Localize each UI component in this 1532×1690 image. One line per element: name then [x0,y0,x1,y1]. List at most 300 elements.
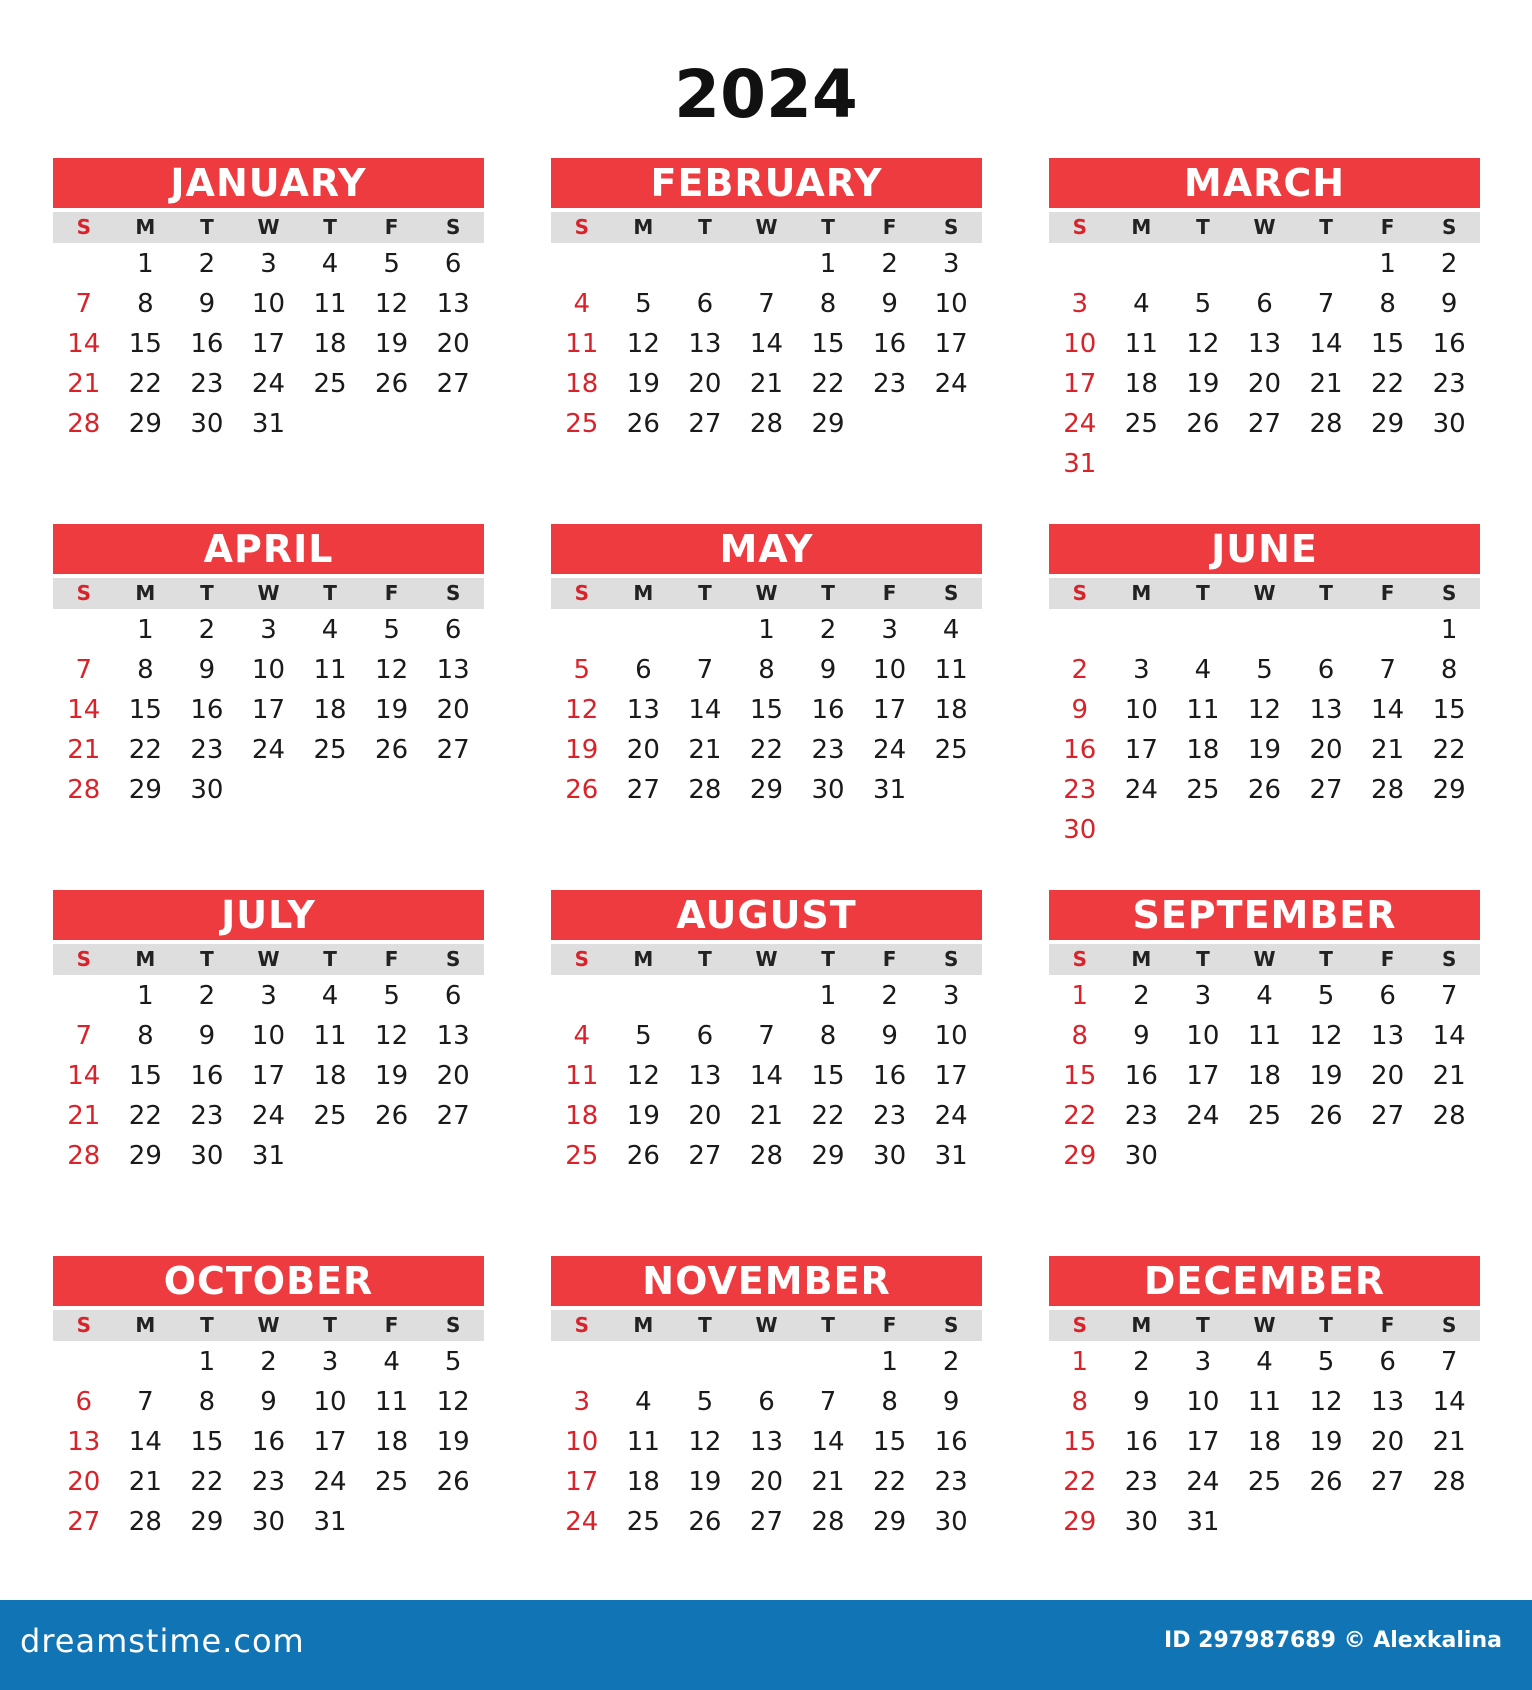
day-cell: 16 [1124,1427,1158,1457]
week-row [551,770,982,810]
sunday-cell: 24 [1063,409,1097,439]
day-cell: 23 [934,1467,968,1497]
day-cell: 24 [1186,1101,1220,1131]
day-cell: 1 [1440,615,1458,645]
day-cell: 25 [313,369,347,399]
day-cell [1418,1136,1480,1176]
day-cell: 15 [1432,695,1466,725]
day-cell: 20 [749,1467,784,1497]
week-row [551,364,982,404]
day-cell: 11 [1124,329,1158,359]
day-cell: 6 [696,1021,714,1051]
week-row [551,284,982,324]
day-cell: 15 [190,1427,224,1457]
weekday-label: F [1380,581,1395,605]
day-cell [1295,1136,1357,1176]
week-row [53,364,484,404]
weekday-header-row [53,212,484,243]
day-cell: 8 [1440,655,1458,685]
sunday-cell: 28 [67,775,101,805]
day-cell: 9 [198,1021,216,1051]
day-cell: 7 [696,655,714,685]
day-cell: 21 [128,1467,162,1497]
day-cell: 10 [251,289,286,319]
weekday-header-row [53,944,484,975]
day-cell [1172,244,1234,284]
day-cell [1234,1136,1296,1176]
day-cell: 16 [811,695,845,725]
day-cell: 12 [375,655,409,685]
day-cell: 24 [873,735,907,765]
weekday-label: M [135,581,156,605]
day-cell: 17 [251,1061,286,1091]
month-name: APRIL [53,524,484,574]
day-cell: 26 [1309,1101,1343,1131]
day-cell: 18 [375,1427,409,1457]
weekday-label: T [1196,1313,1210,1337]
weekday-label: W [1253,1313,1276,1337]
day-cell: 25 [934,735,968,765]
weekday-label: F [384,581,399,605]
weekday-label: F [384,1313,399,1337]
day-cell: 26 [688,1507,722,1537]
day-cell: 17 [873,695,907,725]
day-cell: 16 [1124,1061,1158,1091]
day-cell [1172,610,1234,650]
week-row [1049,1502,1480,1542]
weekday-label: W [257,581,280,605]
day-cell: 10 [251,1021,286,1051]
day-cell: 21 [1432,1427,1466,1457]
day-cell: 17 [313,1427,347,1457]
day-cell: 14 [1432,1021,1466,1051]
weeks [551,609,982,810]
week-row [53,690,484,730]
day-cell: 30 [190,409,224,439]
weekday-label: T [323,215,337,239]
sunday-cell: 15 [1063,1061,1097,1091]
day-cell: 2 [881,981,898,1011]
day-cell: 22 [1432,735,1466,765]
week-row [551,1502,982,1542]
day-cell: 18 [1186,735,1220,765]
day-cell: 25 [1247,1101,1282,1131]
day-cell: 4 [1194,655,1212,685]
weekday-header-row [1049,944,1480,975]
weeks [53,243,484,444]
month-march [1049,158,1480,484]
weekday-label: T [821,215,835,239]
day-cell: 15 [811,1061,845,1091]
sunday-cell: 23 [1063,775,1097,805]
day-cell [920,404,982,444]
week-row [1049,364,1480,404]
day-cell: 11 [313,289,347,319]
day-cell: 29 [128,775,162,805]
day-cell: 10 [934,289,968,319]
weekday-label: T [1196,215,1210,239]
day-cell: 8 [819,1021,837,1051]
day-cell: 13 [688,329,722,359]
weekday-label: M [1131,1313,1152,1337]
day-cell: 30 [1432,409,1466,439]
day-cell: 6 [444,249,462,279]
week-row [551,730,982,770]
day-cell: 8 [1379,289,1396,319]
day-cell: 9 [881,289,898,319]
day-cell: 22 [128,1101,162,1131]
day-cell: 3 [881,615,898,645]
day-cell: 28 [1432,1467,1466,1497]
day-cell: 7 [1317,289,1335,319]
day-cell: 29 [128,409,162,439]
day-cell: 5 [1256,655,1273,685]
week-row [551,1136,982,1176]
day-cell: 26 [626,409,660,439]
day-cell: 16 [190,695,224,725]
month-february [551,158,982,444]
week-row [53,404,484,444]
sunday-cell: 14 [67,1061,101,1091]
day-cell [613,244,675,284]
day-cell: 20 [436,329,470,359]
day-cell: 21 [811,1467,845,1497]
day-cell: 23 [1124,1467,1158,1497]
weekday-header-row [1049,1310,1480,1341]
weekday-label: F [1380,1313,1395,1337]
week-row [1049,444,1480,484]
sunday-cell: 7 [75,655,93,685]
day-cell: 25 [1186,775,1220,805]
day-cell: 5 [1317,1347,1335,1377]
day-cell: 2 [198,981,216,1011]
day-cell: 29 [190,1507,224,1537]
calendar-title: 2024 [674,56,858,133]
day-cell: 9 [942,1387,960,1417]
day-cell: 9 [819,655,837,685]
day-cell: 31 [251,1141,286,1171]
day-cell: 6 [444,981,462,1011]
weekday-label: S [76,581,91,605]
day-cell: 30 [190,1141,224,1171]
day-cell: 13 [436,1021,470,1051]
month-name: NOVEMBER [551,1256,982,1306]
day-cell: 30 [1124,1507,1158,1537]
day-cell [1172,444,1234,484]
day-cell: 12 [1186,329,1220,359]
day-cell [1357,610,1419,650]
weekday-label: S [1441,1313,1457,1337]
day-cell: 25 [313,735,347,765]
weekday-header-row [53,578,484,609]
week-row [551,1056,982,1096]
day-cell [613,1342,675,1382]
day-cell: 26 [375,369,409,399]
day-cell [1295,810,1357,850]
sunday-cell: 15 [1063,1427,1097,1457]
sunday-cell: 17 [565,1467,599,1497]
day-cell [674,1342,736,1382]
day-cell: 28 [128,1507,162,1537]
week-row [551,976,982,1016]
weekday-label: M [135,947,156,971]
day-cell: 17 [251,329,286,359]
day-cell: 23 [1432,369,1466,399]
weekday-header-row [551,212,982,243]
day-cell: 27 [749,1507,784,1537]
day-cell: 6 [1256,289,1273,319]
sunday-cell: 24 [565,1507,599,1537]
day-cell: 29 [1371,409,1405,439]
week-row [1049,1136,1480,1176]
sunday-cell: 27 [67,1507,101,1537]
day-cell: 4 [942,615,960,645]
day-cell: 20 [1309,735,1343,765]
day-cell: 10 [873,655,907,685]
day-cell [859,404,921,444]
day-cell [422,1136,484,1176]
weekday-label: S [1072,947,1087,971]
day-cell: 23 [811,735,845,765]
day-cell: 18 [626,1467,660,1497]
month-name: SEPTEMBER [1049,890,1480,940]
day-cell: 4 [1133,289,1150,319]
day-cell: 14 [688,695,722,725]
sunday-cell: 2 [1071,655,1089,685]
day-cell: 24 [934,369,968,399]
day-cell: 28 [749,1141,784,1171]
week-row [53,976,484,1016]
sunday-cell: 12 [565,695,599,725]
week-row [1049,976,1480,1016]
month-april [53,524,484,810]
day-cell: 26 [375,1101,409,1131]
day-cell: 5 [635,289,652,319]
weeks [551,975,982,1176]
day-cell [1234,1502,1296,1542]
day-cell: 19 [375,695,409,725]
day-cell [238,770,300,810]
weekday-label: F [384,215,399,239]
day-cell: 11 [313,1021,347,1051]
week-row [1049,244,1480,284]
day-cell: 9 [1133,1387,1150,1417]
weekday-label: W [755,581,778,605]
day-cell: 23 [1124,1101,1158,1131]
sunday-cell [1049,244,1111,284]
day-cell: 17 [1186,1427,1220,1457]
day-cell: 12 [375,1021,409,1051]
day-cell [1357,444,1419,484]
day-cell: 20 [436,1061,470,1091]
sunday-cell: 10 [565,1427,599,1457]
day-cell: 15 [873,1427,907,1457]
day-cell: 8 [198,1387,216,1417]
week-row [1049,730,1480,770]
day-cell: 16 [1432,329,1466,359]
weekday-label: M [633,215,654,239]
weeks [53,975,484,1176]
day-cell: 1 [881,1347,898,1377]
weekday-label: S [1072,215,1087,239]
day-cell: 14 [1432,1387,1466,1417]
weekday-label: M [1131,581,1152,605]
day-cell: 13 [1309,695,1343,725]
sunday-cell: 4 [573,1021,591,1051]
week-row [1049,1056,1480,1096]
day-cell [299,404,361,444]
day-cell: 19 [375,329,409,359]
week-row [551,1462,982,1502]
day-cell: 12 [375,289,409,319]
day-cell: 2 [1133,1347,1150,1377]
sunday-cell: 3 [1071,289,1089,319]
day-cell: 19 [626,1101,660,1131]
weekday-label: M [633,947,654,971]
day-cell: 25 [626,1507,660,1537]
day-cell: 8 [137,655,154,685]
day-cell: 20 [1371,1427,1405,1457]
day-cell [1418,444,1480,484]
weekday-label: S [445,1313,461,1337]
week-row [1049,1096,1480,1136]
weekday-label: S [76,947,91,971]
day-cell [422,404,484,444]
week-row [1049,1382,1480,1422]
week-row [551,244,982,284]
weekday-label: T [200,581,214,605]
week-row [53,284,484,324]
day-cell: 30 [1124,1141,1158,1171]
weekday-label: S [445,215,461,239]
day-cell: 27 [1247,409,1282,439]
sunday-cell: 8 [1071,1021,1089,1051]
day-cell [1357,1136,1419,1176]
weekday-label: S [574,215,589,239]
day-cell: 21 [1432,1061,1466,1091]
day-cell [674,244,736,284]
day-cell: 9 [881,1021,898,1051]
week-row [551,650,982,690]
month-name: JANUARY [53,158,484,208]
day-cell: 27 [626,775,660,805]
weekday-label: F [1380,215,1395,239]
day-cell: 6 [758,1387,775,1417]
sunday-cell: 28 [67,1141,101,1171]
week-row [53,1382,484,1422]
week-row [1049,404,1480,444]
day-cell: 1 [198,1347,216,1377]
day-cell: 29 [811,1141,845,1171]
day-cell: 1 [137,981,154,1011]
day-cell: 6 [444,615,462,645]
day-cell: 24 [251,1101,286,1131]
month-name: MARCH [1049,158,1480,208]
day-cell: 4 [1256,1347,1273,1377]
day-cell [613,976,675,1016]
day-cell: 27 [436,1101,470,1131]
day-cell: 5 [444,1347,462,1377]
day-cell: 19 [1309,1061,1343,1091]
week-row [1049,284,1480,324]
sunday-cell [551,610,613,650]
day-cell: 15 [1371,329,1405,359]
day-cell: 6 [1379,981,1396,1011]
day-cell [1111,810,1173,850]
weekday-label: T [200,1313,214,1337]
week-row [551,610,982,650]
day-cell: 31 [251,409,286,439]
weekday-label: T [821,947,835,971]
day-cell: 23 [190,1101,224,1131]
weekday-label: F [384,947,399,971]
day-cell [1111,244,1173,284]
day-cell: 23 [251,1467,286,1497]
day-cell: 16 [873,1061,907,1091]
day-cell: 3 [942,981,960,1011]
day-cell [1172,1136,1234,1176]
sunday-cell [551,1342,613,1382]
day-cell: 26 [436,1467,470,1497]
day-cell: 22 [128,369,162,399]
week-row [53,1016,484,1056]
weekday-header-row [1049,212,1480,243]
day-cell: 3 [260,615,277,645]
day-cell: 21 [1371,735,1405,765]
sunday-cell [551,244,613,284]
day-cell: 30 [251,1507,286,1537]
day-cell: 19 [1186,369,1220,399]
month-september [1049,890,1480,1176]
day-cell: 18 [934,695,968,725]
day-cell: 1 [1379,249,1396,279]
day-cell: 8 [758,655,775,685]
weekday-label: S [574,1313,589,1337]
sunday-cell: 3 [573,1387,591,1417]
day-cell: 20 [688,1101,722,1131]
weeks [53,609,484,810]
weekday-label: S [445,947,461,971]
week-row [1049,650,1480,690]
day-cell: 16 [190,1061,224,1091]
weekday-label: S [1072,581,1087,605]
weekday-label: M [633,1313,654,1337]
sunday-cell: 25 [565,1141,599,1171]
day-cell: 20 [436,695,470,725]
day-cell: 3 [260,981,277,1011]
sunday-cell: 30 [1063,815,1097,845]
day-cell: 19 [1309,1427,1343,1457]
weekday-label: T [698,581,712,605]
day-cell: 19 [626,369,660,399]
weekday-label: T [1196,947,1210,971]
sunday-cell: 11 [565,329,599,359]
day-cell: 2 [1440,249,1458,279]
day-cell: 26 [1247,775,1282,805]
sunday-cell: 29 [1063,1507,1097,1537]
day-cell: 14 [749,1061,784,1091]
week-row [53,610,484,650]
day-cell: 2 [1133,981,1150,1011]
day-cell: 3 [260,249,277,279]
day-cell: 17 [251,695,286,725]
day-cell: 11 [626,1427,660,1457]
month-november [551,1256,982,1542]
day-cell: 4 [321,249,339,279]
day-cell [736,244,798,284]
day-cell: 1 [758,615,775,645]
day-cell: 16 [190,329,224,359]
